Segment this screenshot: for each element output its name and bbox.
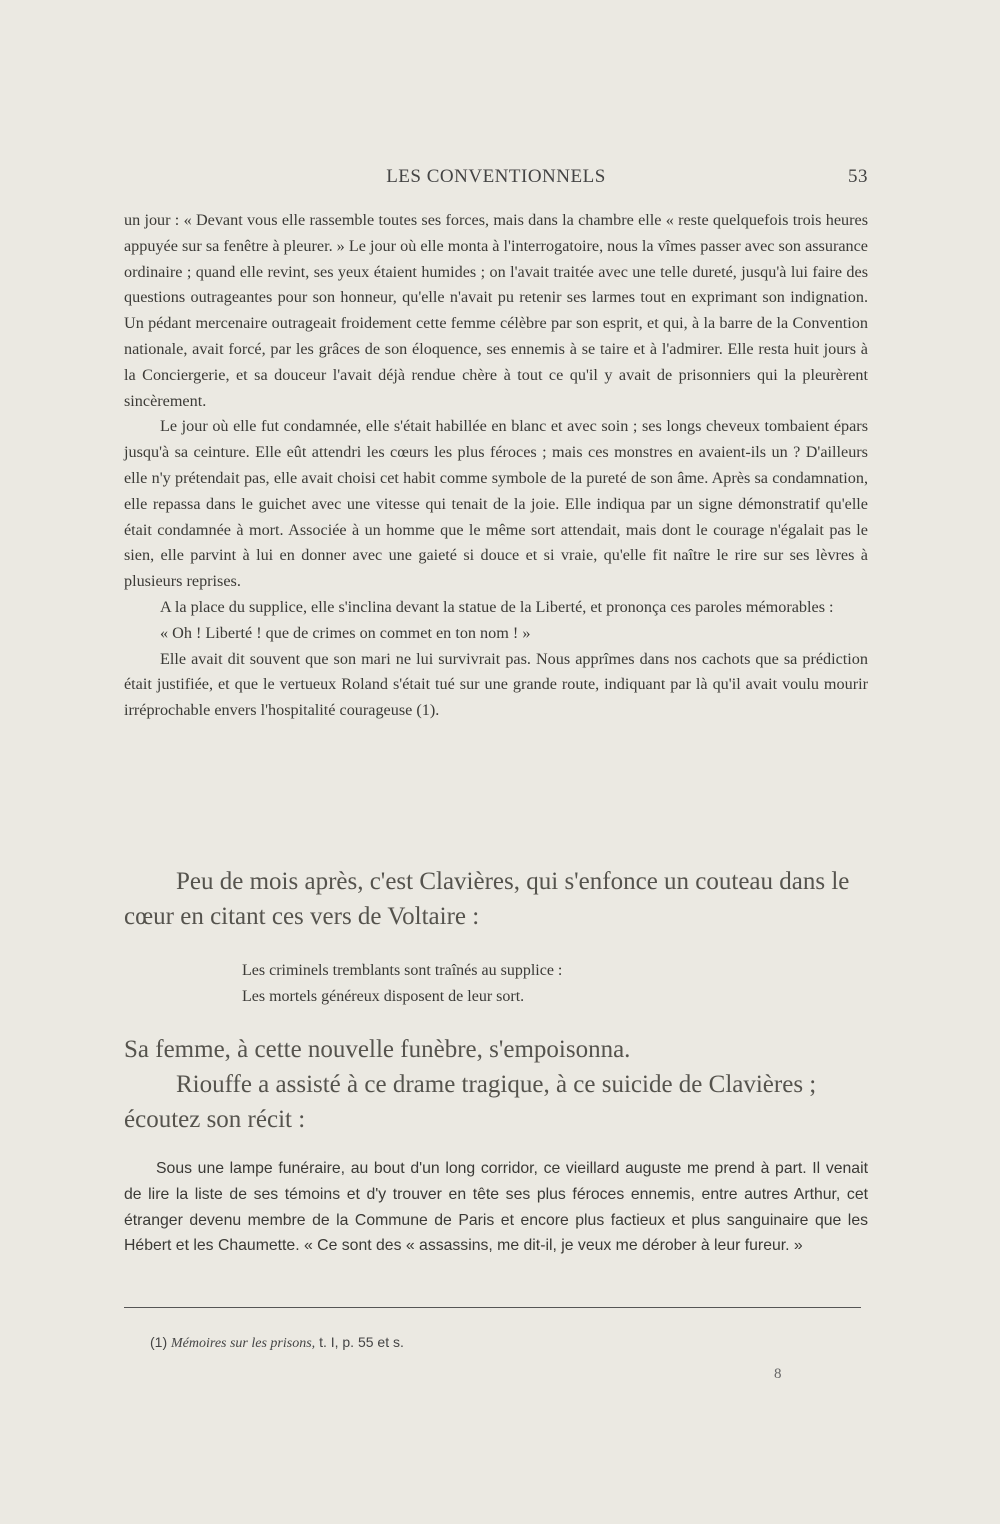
paragraph: Elle avait dit souvent que son mari ne lui survivrait pas. Nous apprîmes dans nos cachots que sa prédiction était justifiée, et que le vertueux Roland s'était tué sur une grande route, indiquant par là qu'il avait voulu mourir irréprochable envers l'hospitalité courageuse (1). bbox=[124, 649, 868, 720]
body-text-small bbox=[124, 208, 868, 724]
footnote-divider bbox=[124, 1307, 861, 1308]
block-quote bbox=[124, 1156, 868, 1259]
page-number: 53 bbox=[848, 166, 868, 187]
signature-mark: 8 bbox=[774, 1366, 782, 1382]
paragraph: Riouffe a assisté à ce drame tragique, à ce suicide de Clavières ; écoutez son récit : bbox=[124, 1071, 817, 1133]
body-text-large-1 bbox=[124, 864, 868, 934]
verse-line: Les mortels généreux disposent de leur sort. bbox=[242, 988, 525, 1005]
footnote bbox=[150, 1334, 404, 1352]
paragraph: Peu de mois après, c'est Clavières, qui s'enfonce un couteau dans le cœur en citant ces vers de Voltaire : bbox=[124, 868, 850, 930]
footnote-title: Mémoires sur les prisons, bbox=[171, 1336, 316, 1351]
paragraph-quotation: « Oh ! Liberté ! que de crimes on commet en ton nom ! » bbox=[160, 623, 531, 642]
running-title: LES CONVENTIONNELS bbox=[386, 166, 606, 187]
paragraph: A la place du supplice, elle s'inclina devant la statue de la Liberté, et prononça ces paroles mémorables : bbox=[160, 597, 834, 616]
paragraph: Sa femme, à cette nouvelle funèbre, s'empoisonna. bbox=[124, 1036, 631, 1063]
footnote-marker: (1) bbox=[150, 1334, 168, 1350]
quote-text: Sous une lampe funéraire, au bout d'un long corridor, ce vieillard auguste me prend à part. Il venait de lire la liste de ses témoins et d'y trouver en tête ses plus féroces ennemis, entre autres Arthur, cet étranger devenu membre de la Commune de Paris et encore plus factieux et plus sanguinaire que les Hébert et les Chaumette. « Ce sont des « assassins, me dit-il, je veux me dérober à leur fureur. » bbox=[124, 1160, 868, 1255]
paragraph: Le jour où elle fut condamnée, elle s'était habillée en blanc et avec soin ; ses longs cheveux tombaient épars jusqu'à sa ceinture. Elle eût attendri les cœurs les plus féroces ; mais ces monstres en avaient-ils un ? D'ailleurs elle n'y prétendait pas, elle avait choisi cet habit comme symbole de la pureté de son âme. Après sa condamnation, elle repassa dans le guichet avec une vitesse qui tenait de la joie. Elle indiqua par un signe démonstratif qu'elle était condamnée à mort. Associée à un homme que le même sort attendait, mais dont le courage n'égalait pas le sien, elle parvint à lui en donner avec une gaieté si douce et si vraie, qu'elle fit naître le rire sur ses lèvres à plusieurs reprises. bbox=[124, 417, 868, 591]
paragraph: un jour : « Devant vous elle rassemble toutes ses forces, mais dans la chambre elle « reste quelquefois trois heures appuyée sur sa fenêtre à pleurer. » Le jour où elle monta à l'interrogatoire, nous la vîmes passer avec son assurance ordinaire ; quand elle revint, ses yeux étaient humides ; on l'avait traitée avec une telle dureté, jusqu'à lui faire des questions outrageantes pour son honneur, qu'elle n'avait pu retenir ses larmes tout en exprimant son indignation. Un pédant mercenaire outrageait froidement cette femme célèbre par son esprit, et qui, à la barre de la Convention nationale, avait forcé, par les grâces de son éloquence, ses ennemis à se taire et à l'admirer. Elle resta huit jours à la Conciergerie, et sa douceur l'avait déjà rendue chère à tout ce qu'il y avait de prisonniers qui la pleurèrent sincèrement. bbox=[124, 211, 868, 410]
body-text-large-2 bbox=[124, 1032, 868, 1137]
footnote-reference: t. I, p. 55 et s. bbox=[319, 1334, 404, 1350]
verse-quotation bbox=[242, 958, 562, 1010]
verse-line: Les criminels tremblants sont traînés au supplice : bbox=[242, 962, 563, 979]
